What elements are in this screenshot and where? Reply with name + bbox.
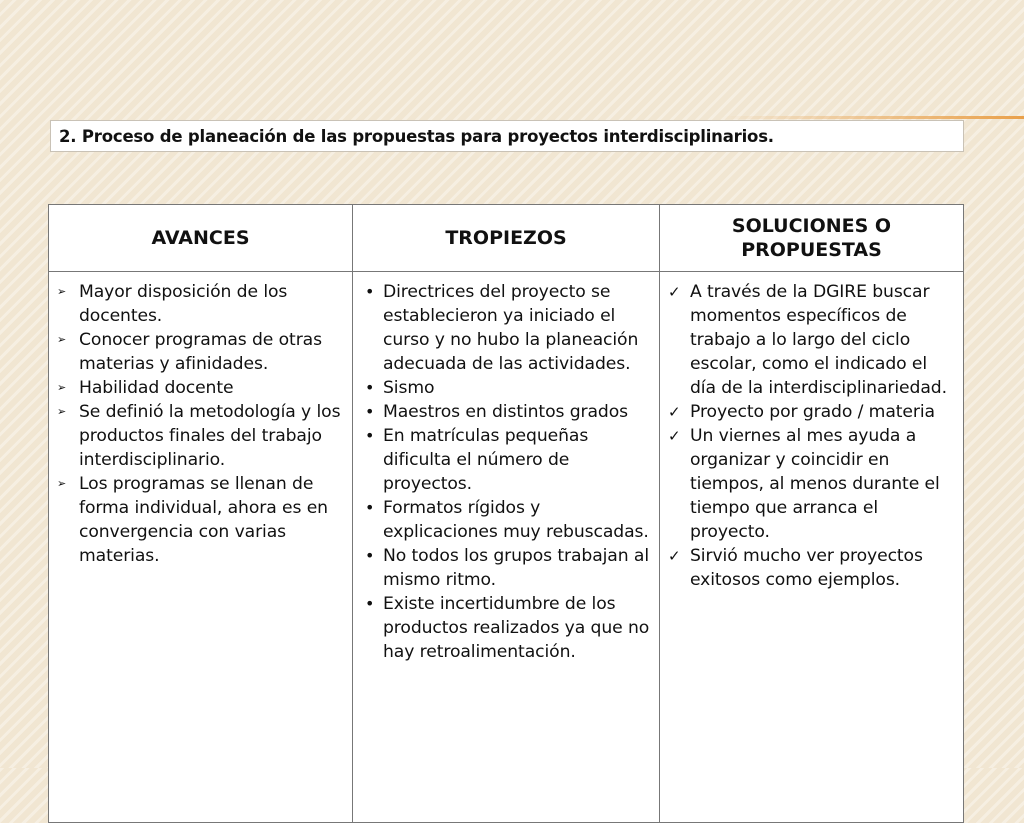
- list-item-text: Se definió la metodología y los productos finales del trabajo interdisciplinario.: [79, 402, 341, 470]
- check-bullet-icon: ✓: [668, 283, 681, 301]
- list-item-text: Habilidad docente: [79, 378, 234, 398]
- arrow-bullet-icon: ➢: [57, 381, 67, 394]
- list-item: [57, 472, 344, 568]
- check-bullet-icon: ✓: [668, 427, 681, 445]
- header-avances: AVANCES: [49, 205, 353, 271]
- avances-list: [57, 280, 344, 568]
- tropiezos-cell: [353, 272, 660, 822]
- arrow-bullet-icon: ➢: [57, 477, 67, 490]
- table-header-row: [49, 205, 963, 272]
- list-item: [668, 400, 955, 424]
- list-item-text: Conocer programas de otras materias y afinidades.: [79, 330, 322, 374]
- list-item-text: Sismo: [383, 378, 435, 398]
- list-item-text: Proyecto por grado / materia: [690, 402, 935, 422]
- accent-line: [720, 116, 1024, 119]
- list-item: [361, 496, 651, 544]
- subtitle-box: [50, 120, 964, 152]
- list-item-text: Maestros en distintos grados: [383, 402, 628, 422]
- list-item: [57, 280, 344, 328]
- list-item: [361, 544, 651, 592]
- list-item: [668, 424, 955, 544]
- dot-bullet-icon: •: [365, 402, 375, 421]
- avances-cell: [49, 272, 353, 822]
- list-item: [57, 328, 344, 376]
- header-soluciones: SOLUCIONES O PROPUESTAS: [731, 215, 892, 261]
- list-item: [668, 544, 955, 592]
- list-item-text: Formatos rígidos y explicaciones muy rebuscadas.: [383, 498, 649, 542]
- dot-bullet-icon: •: [365, 594, 375, 613]
- list-item-text: Mayor disposición de los docentes.: [79, 282, 288, 326]
- comparison-table: [48, 204, 964, 823]
- dot-bullet-icon: •: [365, 282, 375, 301]
- slide-subtitle: 2. Proceso de planeación de las propuestas para proyectos interdisciplinarios.: [59, 126, 774, 146]
- list-item: [361, 376, 651, 400]
- dot-bullet-icon: •: [365, 426, 375, 445]
- list-item-text: Los programas se llenan de forma individual, ahora es en convergencia con varias materias.: [79, 474, 328, 566]
- list-item: [668, 280, 955, 400]
- dot-bullet-icon: •: [365, 378, 375, 397]
- check-bullet-icon: ✓: [668, 403, 681, 421]
- tropiezos-list: [361, 280, 651, 664]
- table-body-row: [49, 272, 963, 822]
- arrow-bullet-icon: ➢: [57, 405, 67, 418]
- list-item-text: Un viernes al mes ayuda a organizar y coincidir en tiempos, al menos durante el tiempo que arranca el proyecto.: [690, 426, 940, 542]
- list-item: [57, 400, 344, 472]
- arrow-bullet-icon: ➢: [57, 333, 67, 346]
- list-item: [57, 376, 344, 400]
- list-item: [361, 424, 651, 496]
- dot-bullet-icon: •: [365, 498, 375, 517]
- list-item: [361, 592, 651, 664]
- dot-bullet-icon: •: [365, 546, 375, 565]
- soluciones-cell: [660, 272, 963, 822]
- list-item-text: Existe incertidumbre de los productos realizados ya que no hay retroalimentación.: [383, 594, 650, 662]
- list-item: [361, 400, 651, 424]
- check-bullet-icon: ✓: [668, 547, 681, 565]
- list-item-text: En matrículas pequeñas dificulta el número de proyectos.: [383, 426, 589, 494]
- list-item-text: A través de la DGIRE buscar momentos específicos de trabajo a lo largo del ciclo escolar, como el indicado el día de la interdisciplinariedad.: [690, 282, 947, 398]
- soluciones-list: [668, 280, 955, 592]
- list-item-text: Directrices del proyecto se establecieron ya iniciado el curso y no hubo la planeación adecuada de las actividades.: [383, 282, 639, 374]
- list-item-text: Sirvió mucho ver proyectos exitosos como ejemplos.: [690, 546, 923, 590]
- arrow-bullet-icon: ➢: [57, 285, 67, 298]
- list-item-text: No todos los grupos trabajan al mismo ritmo.: [383, 546, 650, 590]
- header-tropiezos: TROPIEZOS: [353, 205, 660, 271]
- list-item: [361, 280, 651, 376]
